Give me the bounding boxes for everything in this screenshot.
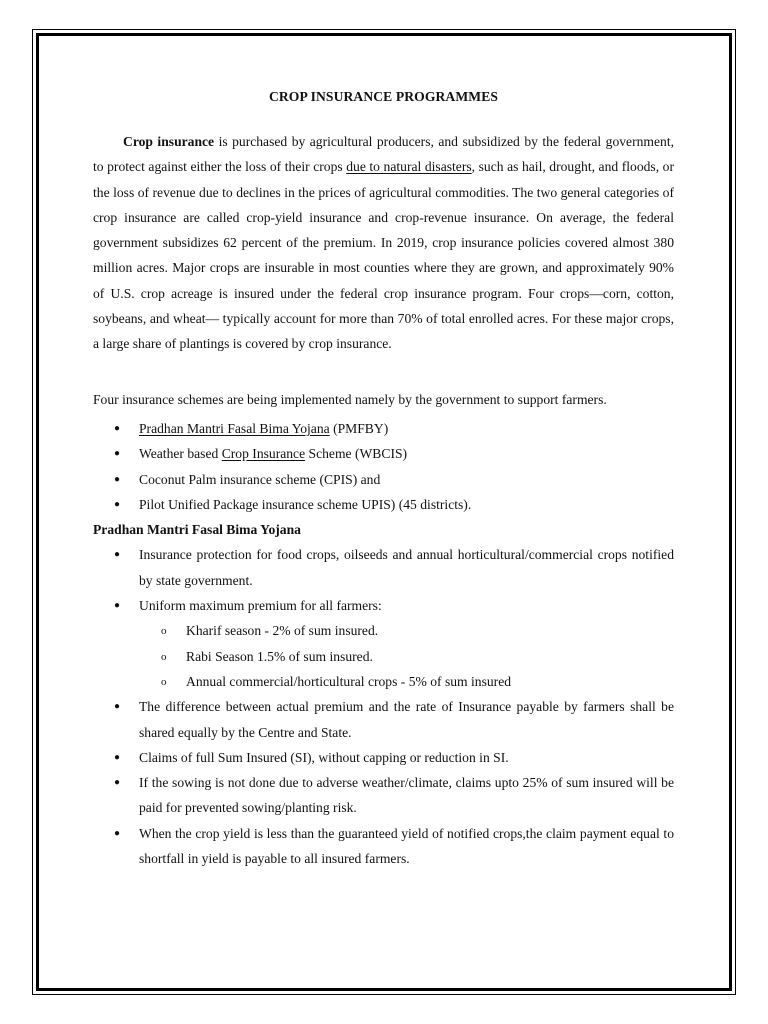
intro-text-2: , such as hail, drought, and floods, or the loss of revenue due to declines in the prices of agricultural commodities. The two general categories of crop insurance are called crop-yield insurance and crop-revenue insurance. On average, the federal government subsidizes 62 percent of the premium. In 2019, crop insurance policies covered almost 380 million acres. Major crops are insurable in most counties where they are grown, and approximately 90% of U.S. crop acreage is insured under the federal crop insurance program. Four crops—corn, cotton, soybeans, and wheat— typically account for more than 70% of total enrolled acres. For these major crops, a large share of plantings is covered by crop insurance.: [93, 159, 674, 352]
sub-list-item: [139, 644, 674, 669]
list-item-text: (PMFBY): [329, 420, 389, 436]
sub-list-item-text: Rabi Season 1.5% of sum insured.: [186, 648, 373, 664]
list-item-text: If the sowing is not done due to adverse weather/climate, claims upto 25% of sum insured will be paid for prevented sowing/planting risk.: [139, 775, 674, 816]
bullet-icon: ●: [114, 549, 121, 561]
list-item: [93, 416, 674, 441]
list-item: [93, 745, 674, 770]
bullet-icon: ●: [114, 777, 121, 789]
bullet-icon: ●: [114, 473, 121, 485]
list-item: [93, 593, 674, 694]
bullet-icon: ●: [114, 827, 121, 839]
bullet-icon: ●: [114, 422, 121, 434]
list-item: [93, 441, 674, 466]
bullet-icon: ●: [114, 751, 121, 763]
sub-list-item-text: Kharif season - 2% of sum insured.: [186, 623, 379, 639]
sub-list-item: [139, 618, 674, 643]
list-item-text: Scheme (WBCIS): [305, 446, 408, 462]
list-item-text: Uniform maximum premium for all farmers:: [139, 598, 382, 614]
list-item: [93, 492, 674, 517]
circle-bullet-icon: o: [161, 625, 167, 638]
sub-list-item-text: Annual commercial/horticultural crops - 5% of sum insured: [186, 673, 512, 689]
list-item-text: Pilot Unified Package insurance scheme UPIS) (45 districts).: [139, 496, 472, 512]
list-item: [93, 467, 674, 492]
premium-sublist: [139, 618, 674, 694]
schemes-intro-paragraph: Four insurance schemes are being implemented namely by the government to support farmers.: [93, 391, 607, 407]
list-item-text: Weather based: [139, 446, 222, 462]
list-item-text: The difference between actual premium and the rate of Insurance payable by farmers shall be shared equally by the Centre and State.: [139, 699, 674, 740]
circle-bullet-icon: o: [161, 650, 167, 663]
sub-list-item: [139, 669, 674, 694]
list-item: [93, 770, 674, 821]
bullet-icon: ●: [114, 448, 121, 460]
intro-paragraph: [93, 129, 674, 357]
intro-text-1: is purchased by agricultural producers, and subsidized by the federal government, to protect against either the loss of their crops: [93, 134, 674, 175]
document-body: [93, 86, 674, 871]
bullet-icon: ●: [114, 498, 121, 510]
list-item: [93, 542, 674, 593]
document-title: CROP INSURANCE PROGRAMMES: [268, 89, 499, 104]
list-item-text: When the crop yield is less than the guaranteed yield of notified crops,the claim payment equal to shortfall in yield is payable to all insured farmers.: [139, 825, 674, 867]
crop-insurance-link[interactable]: Crop Insurance: [221, 446, 306, 462]
schemes-list: [93, 416, 674, 517]
pmfby-heading: Pradhan Mantri Fasal Bima Yojana: [93, 522, 301, 538]
list-item: [93, 821, 674, 872]
intro-bold-lead: Crop insurance: [123, 134, 215, 149]
bullet-icon: ●: [114, 701, 121, 713]
list-item-text: Coconut Palm insurance scheme (CPIS) and: [139, 471, 381, 487]
pmfby-list: [93, 542, 674, 871]
list-item-text: Insurance protection for food crops, oilseeds and annual horticultural/commercial crops notified by state government.: [139, 547, 674, 588]
bullet-icon: ●: [114, 600, 121, 612]
natural-disasters-link[interactable]: due to natural disasters: [346, 159, 472, 175]
circle-bullet-icon: o: [161, 675, 167, 688]
list-item: [93, 694, 674, 745]
pmfby-link[interactable]: Pradhan Mantri Fasal Bima Yojana: [139, 420, 330, 436]
list-item-text: Claims of full Sum Insured (SI), without capping or reduction in SI.: [139, 749, 509, 765]
